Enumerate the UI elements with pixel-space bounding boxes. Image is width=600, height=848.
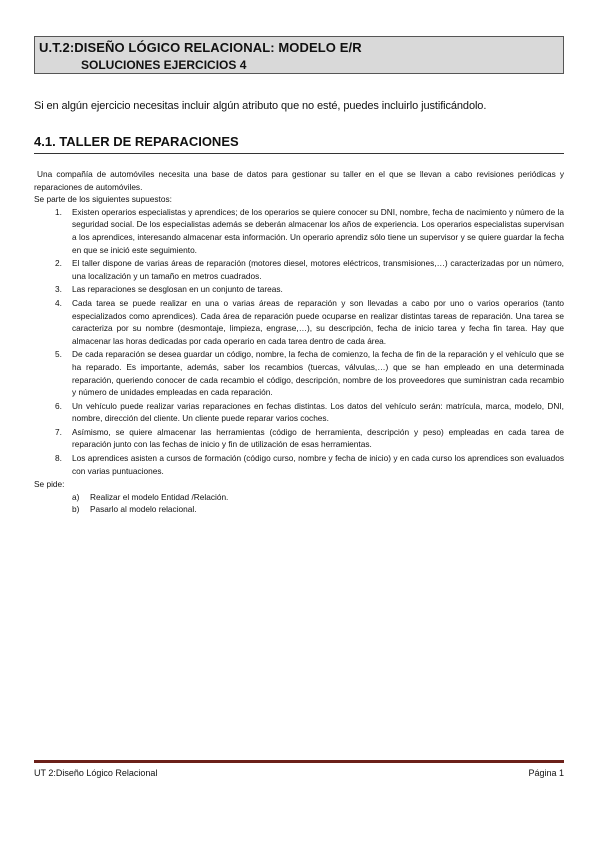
list-item-text: Un vehículo puede realizar varias reparaciones en fechas distintas. Los datos del vehículo serán: matrícula, marca, modelo, DNI, nombre, dirección del cliente. Un cliente puede reparar varios coches.	[72, 400, 564, 424]
assumptions-label: Se parte de los siguientes supuestos:	[34, 194, 172, 205]
list-item-number: 4.	[55, 297, 62, 308]
list-item-text: Cada tarea se puede realizar en una o varias áreas de reparación y son llevadas a cabo por uno o varios operarios (tanto especializados como aprendices). Cada área de reparación puede ocuparse en realizar distintas tareas de reparación. Una tarea se caracteriza por su nombre (desmontaje, limpieza, engrase,…), su descripción, fecha de inicio tarea y fecha fin tarea. Hay que almacenar las horas dedicadas por cada operario en cada tarea dentro de cada área.	[72, 297, 564, 346]
list-item-text: Los aprendices asisten a cursos de formación (código curso, nombre y fecha de inicio) y en cada curso los aprendices son evaluados con varias puntuaciones.	[72, 453, 564, 476]
document-header	[34, 36, 564, 74]
list-item	[55, 297, 564, 347]
list-item-text: Existen operarios especialistas y aprendices; de los operarios se quiere conocer su DNI, nombre, fecha de nacimiento y número de la seguridad social. De los especialistas además se deberán almacenar los años de experiencia. Los operarios especialistas supervisan a los aprendices, interesando almacenar esta información. Un operario aprendiz sólo tiene un supervisor y se quiere guardar la fecha en que se inició este seguimiento.	[72, 206, 564, 255]
tasks-label: Se pide:	[34, 479, 65, 490]
task-item-text: Pasarlo al modelo relacional.	[90, 504, 197, 515]
exercise-lead: Una compañía de automóviles necesita una base de datos para gestionar su taller en el que se llevan a cabo revisiones periódicas y reparaciones de automóviles.	[34, 169, 564, 192]
list-item	[55, 400, 564, 425]
list-item-text: El taller dispone de varias áreas de reparación (motores diesel, motores eléctricos, transmisiones,…) caracterizadas por un número, una localización y un tamaño en metros cuadrados.	[72, 258, 564, 281]
task-item-label: b)	[72, 504, 80, 515]
list-item-number: 6.	[55, 400, 62, 411]
list-item-text: Asímismo, se quiere almacenar las herramientas (código de herramienta, descripción y peso) empleadas en cada tarea de reparación junto con las fechas de inicio y fin de utilización de esas herramientas.	[72, 426, 564, 450]
header-subtitle: SOLUCIONES EJERCICIOS 4	[81, 58, 247, 72]
list-item	[55, 452, 564, 477]
footer-page-number: Página 1	[528, 768, 564, 778]
list-item	[55, 257, 564, 282]
list-item-number: 7.	[55, 426, 62, 437]
list-item	[55, 283, 564, 296]
footer-course-title: UT 2:Diseño Lógico Relacional	[34, 768, 158, 778]
list-item	[55, 426, 564, 451]
list-item-number: 1.	[55, 206, 62, 217]
task-item	[72, 491, 564, 504]
exercise-body	[34, 168, 564, 516]
list-item-number: 2.	[55, 258, 62, 269]
list-item-number: 8.	[55, 453, 62, 464]
list-item	[55, 206, 564, 256]
header-title: U.T.2:DISEÑO LÓGICO RELACIONAL: MODELO E/R	[39, 40, 362, 55]
tasks-list	[34, 491, 564, 516]
list-item-number: 5.	[55, 349, 62, 360]
task-item-text: Realizar el modelo Entidad /Relación.	[90, 491, 229, 502]
footer-divider	[34, 760, 564, 763]
task-item	[72, 503, 564, 516]
task-item-label: a)	[72, 491, 80, 502]
assumptions-list	[34, 206, 564, 477]
list-item-text: Las reparaciones se desglosan en un conjunto de tareas.	[72, 284, 283, 295]
list-item	[55, 348, 564, 398]
list-item-number: 3.	[55, 284, 62, 295]
intro-note: Si en algún ejercicio necesitas incluir algún atributo que no esté, puedes incluirlo justificándolo.	[34, 100, 487, 112]
list-item-text: De cada reparación se desea guardar un código, nombre, la fecha de comienzo, la fecha de fin de la reparación y el vehículo que se ha reparado. Es importante, además, saber los recambios (tuercas, válvulas,…) que se han empleado en una determinada reparación, queriendo conocer de cada recambio el código, descripción, nombre de los proveedores que suministran cada recambio y número de unidades empleadas en cada reparación.	[72, 349, 564, 398]
section-heading: 4.1. TALLER DE REPARACIONES	[34, 134, 564, 154]
